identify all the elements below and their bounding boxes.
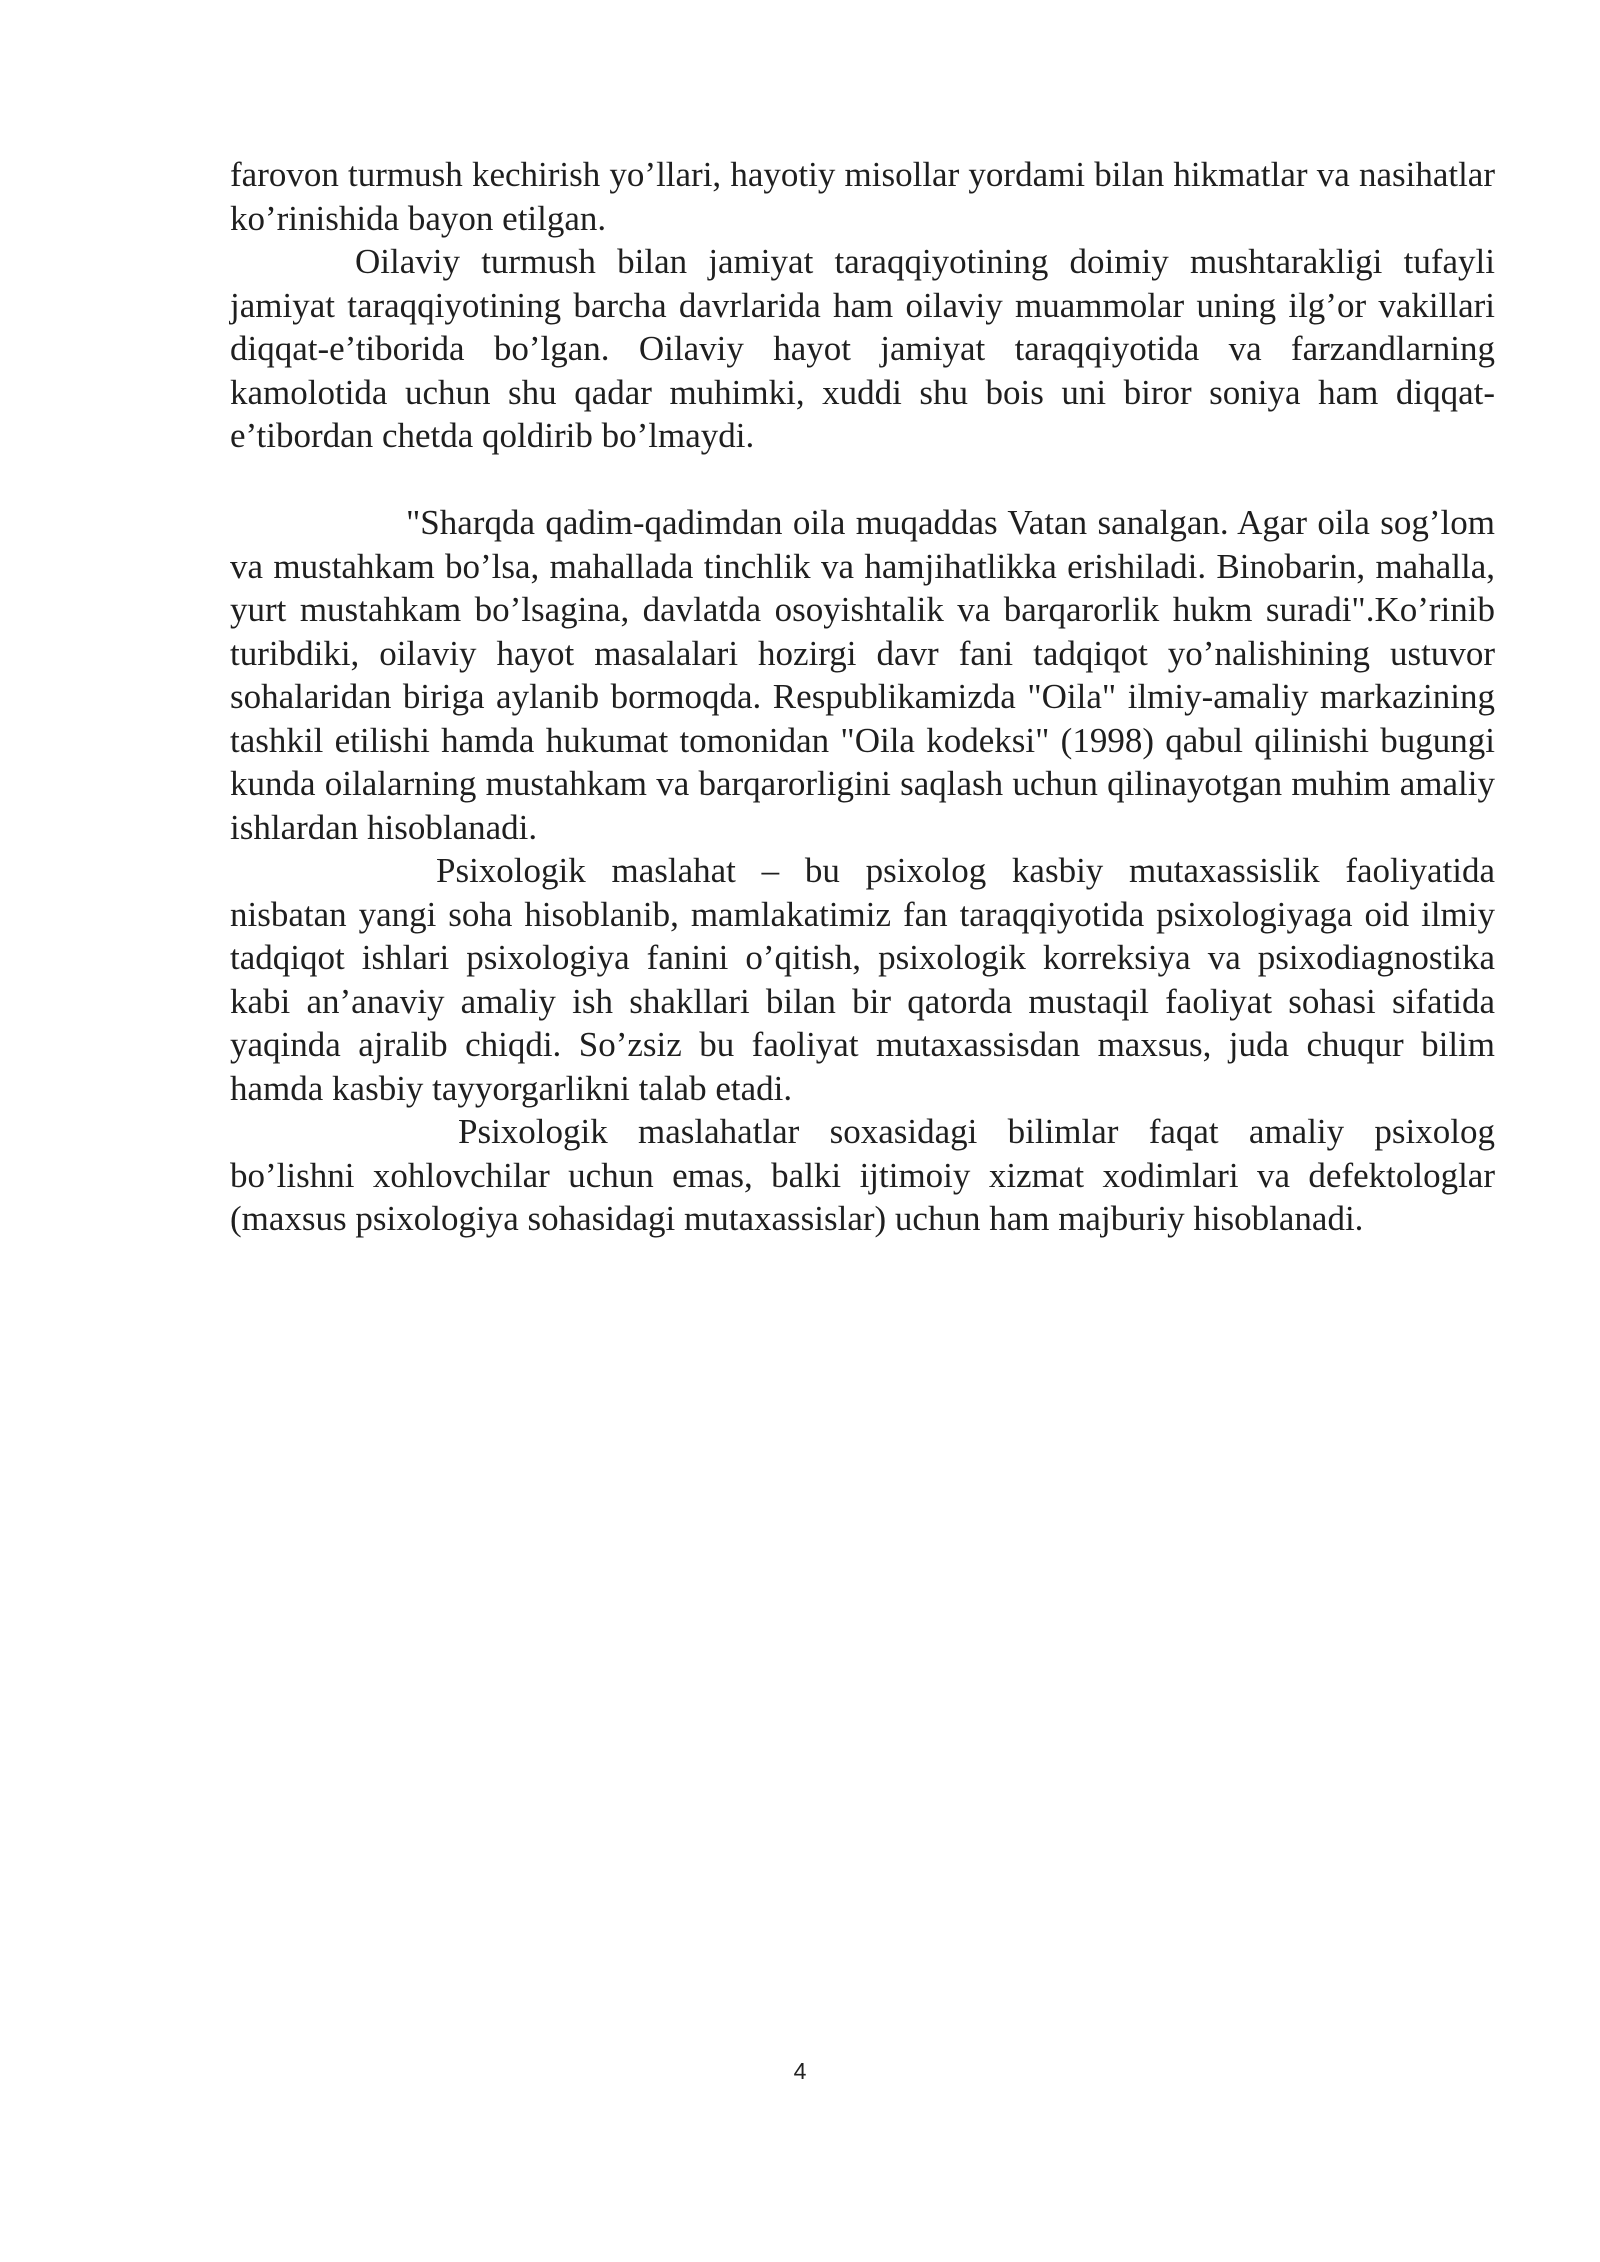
page-number: 4 <box>793 2058 807 2084</box>
paragraph-family-development: Oilaviy turmush bilan jamiyat taraqqiyotining doimiy mushtarakligi tufayli jamiyat taraqqiyotining barcha davrlarida ham oilaviy muammolar uning ilg’or vakillari diqqat-e’tiborida bo’lgan. Oilaviy hayot jamiyat taraqqiyotida va farzandlarning kamolotida uchun shu qadar muhimki, xuddi shu bois uni biror soniya ham diqqat- e’tibordan chetda qoldirib bo’lmaydi. <box>230 242 1495 455</box>
paragraph-counseling-knowledge: Psixologik maslahatlar soxasidagi bilimlar faqat amaliy psixolog bo’lishni xohlovchilar uchun emas, balki ijtimoiy xizmat xodimlari va defektologlar (maxsus psixologiya sohasidagi mutaxassislar) uchun ham majburiy hisoblanadi. <box>230 1112 1495 1238</box>
paragraph-continuation: farovon turmush kechirish yo’llari, hayotiy misollar yordami bilan hikmatlar va nasihatlar ko’rinishida bayon etilgan. <box>230 155 1495 238</box>
paragraph-psych-counseling: Psixologik maslahat – bu psixolog kasbiy mutaxassislik faoliyatida nisbatan yangi soha hisoblanib, mamlakatimiz fan taraqqiyotida psixologiyaga oid ilmiy tadqiqot ishlari psixologiya fanini o’qitish, psixologik korreksiya va psixodiagnostika kabi an’anaviy amaliy ish shakllari bilan bir qatorda mustaqil faoliyat sohasi sifatida yaqinda ajralib chiqdi. So’zsiz bu faoliyat mutaxassisdan maxsus, juda chuqur bilim hamda kasbiy tayyorgarlikni talab etadi. <box>230 851 1495 1108</box>
paragraph-quote-east: "Sharqda qadim-qadimdan oila muqaddas Vatan sanalgan. Agar oila sog’lom va mustahkam bo’lsa, mahallada tinchlik va hamjihatlikka erishiladi. Binobarin, mahalla, yurt mustahkam bo’lsagina, davlatda osoyishtalik va barqarorlik hukm suradi".Ko’rinib turibdiki, oilaviy hayot masalalari hozirgi davr fani tadqiqot yo’nalishining ustuvor sohalaridan biriga aylanib bormoqda. Respublikamizda "Oila" ilmiy-amaliy markazining tashkil etilishi hamda hukumat tomonidan "Oila kodeksi" (1998) qabul qilinishi bugungi kunda oilalarning mustahkam va barqarorligini saqlash uchun qilinayotgan muhim amaliy ishlardan hisoblanadi. <box>230 503 1495 847</box>
body-text <box>230 153 1495 1241</box>
